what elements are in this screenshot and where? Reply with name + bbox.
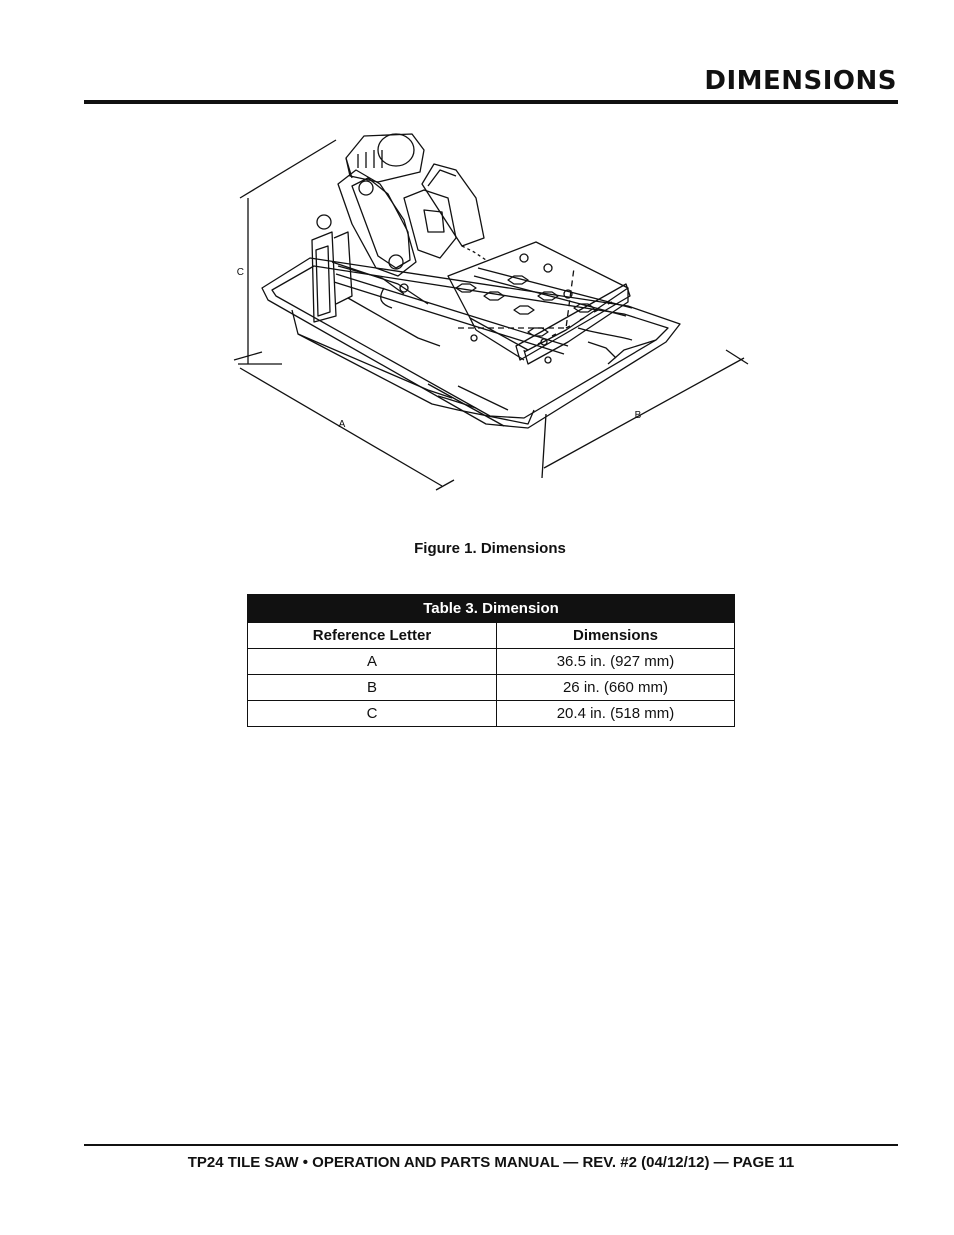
table-row	[248, 675, 735, 701]
table-row	[248, 649, 735, 675]
page-footer: TP24 TILE SAW • OPERATION AND PARTS MANUAL — REV. #2 (04/12/12) — PAGE 11	[187, 1154, 795, 1171]
dimension-table	[247, 594, 735, 727]
table-caption-row	[248, 595, 735, 623]
dimension-value-cell: 36.5 in. (927 mm)	[497, 649, 735, 675]
reference-letter-cell: A	[248, 649, 497, 675]
dimension-label-c: C	[236, 267, 244, 278]
dimension-value-cell: 26 in. (660 mm)	[497, 675, 735, 701]
figure-caption: Figure 1. Dimensions	[414, 540, 566, 557]
table-header-row	[248, 623, 735, 649]
reference-letter-cell: C	[248, 701, 497, 727]
table-row	[248, 701, 735, 727]
footer-rule	[84, 1144, 898, 1146]
table-caption: Table 3. Dimension	[248, 595, 735, 623]
dimension-label-a: A	[338, 419, 346, 430]
dimension-label-b: B	[634, 410, 642, 421]
header-rule	[84, 100, 898, 104]
tile-saw-dimensions-figure	[228, 128, 758, 493]
column-header-reference-letter: Reference Letter	[248, 623, 497, 649]
reference-letter-cell: B	[248, 675, 497, 701]
page-title: DIMENSIONS	[704, 66, 897, 96]
column-header-dimensions: Dimensions	[497, 623, 735, 649]
dimension-value-cell: 20.4 in. (518 mm)	[497, 701, 735, 727]
